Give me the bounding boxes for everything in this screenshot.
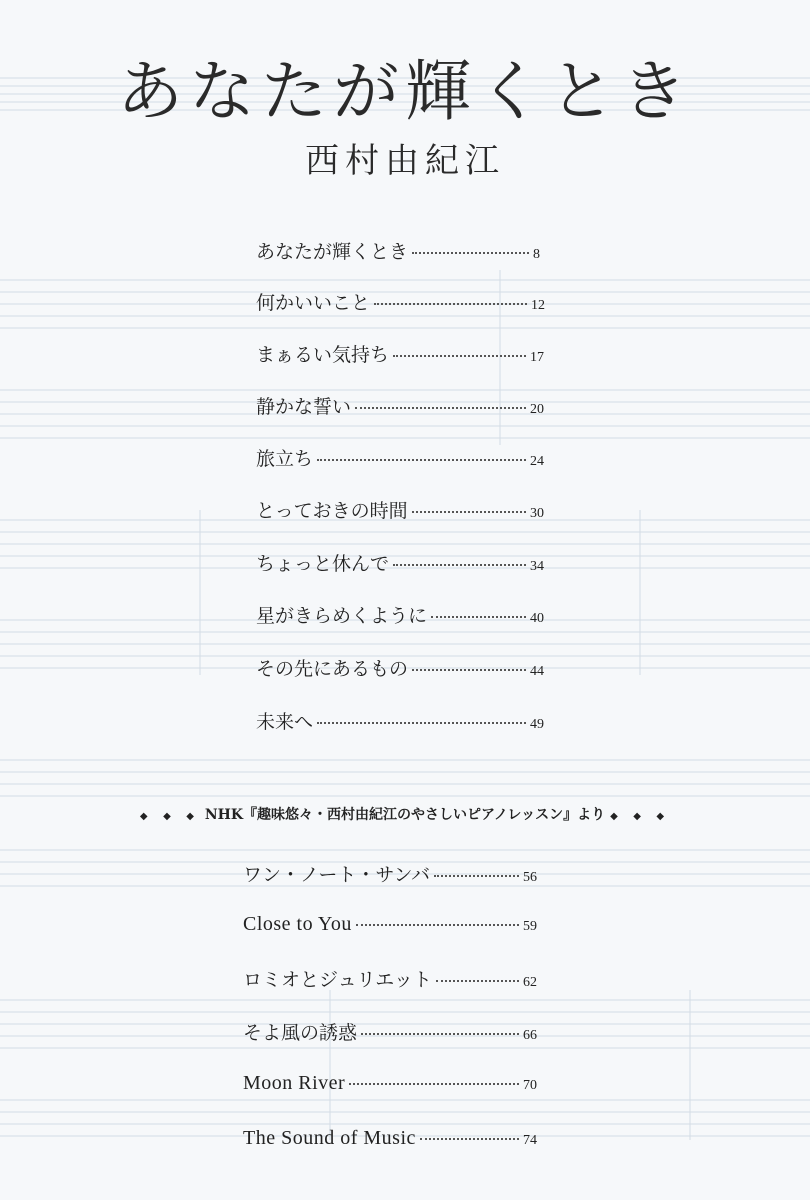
dot-leader [434, 875, 519, 877]
toc-entry-title: とっておきの時間 [256, 500, 408, 522]
dot-leader [431, 616, 526, 618]
toc-entry-title: そよ風の誘惑 [243, 1022, 358, 1044]
toc-entry [256, 392, 544, 422]
toc-entry-title: 未来へ [256, 711, 314, 733]
toc-entry [256, 340, 544, 370]
diamond-ornament-left: ◆ ◆ ◆ [139, 811, 200, 822]
toc-entry-page: 24 [530, 454, 544, 469]
toc-entry [243, 860, 537, 890]
toc-entry [243, 913, 537, 943]
section-heading-text: NHK『趣味悠々・西村由紀江のやさしいピアノレッスン』より [204, 807, 606, 823]
toc-entry-page: 56 [523, 870, 537, 885]
toc-entry-page: 30 [530, 506, 544, 521]
dot-leader [374, 303, 527, 305]
toc-entry-page: 34 [530, 559, 544, 574]
toc-entry-page: 70 [523, 1078, 537, 1093]
toc-entry-title: その先にあるもの [256, 658, 409, 680]
toc-entry-title: まぁるい気持ち [256, 344, 390, 366]
dot-leader [420, 1138, 519, 1140]
toc-entry [256, 654, 544, 684]
dot-leader [356, 924, 519, 926]
dot-leader [317, 459, 526, 461]
toc-entry-page: 62 [523, 975, 537, 990]
toc-entry-page: 20 [530, 402, 544, 417]
dot-leader [412, 252, 529, 254]
toc-entry-page: 74 [523, 1133, 537, 1148]
dot-leader [436, 980, 519, 982]
toc-entry [243, 965, 537, 995]
toc-entry [243, 1018, 537, 1048]
toc-entry-page: 59 [523, 919, 537, 934]
toc-entry-title: 星がきらめくように [256, 605, 428, 627]
dot-leader [393, 564, 526, 566]
dot-leader [355, 407, 526, 409]
toc-entry [256, 496, 544, 526]
toc-entry-title: ちょっと休んで [256, 553, 390, 575]
toc-entry-title: The Sound of Music [243, 1127, 416, 1149]
toc-entry [256, 707, 544, 737]
toc-entry [256, 237, 540, 267]
toc-entry-page: 66 [523, 1028, 537, 1043]
dot-leader [317, 722, 526, 724]
toc-entry-title: 静かな誓い [256, 396, 352, 418]
toc-entry-page: 49 [530, 717, 544, 732]
toc-entry-title: ワン・ノート・サンバ [243, 864, 431, 886]
toc-entry [243, 1127, 537, 1157]
toc-entry [243, 1072, 537, 1102]
toc-entry-page: 44 [530, 664, 544, 679]
dot-leader [349, 1083, 519, 1085]
toc-entry-title: 旅立ち [256, 448, 314, 470]
dot-leader [412, 511, 526, 513]
diamond-ornament-right: ◆ ◆ ◆ [610, 811, 671, 822]
dot-leader [412, 669, 526, 671]
toc-entry-title: Moon River [243, 1072, 346, 1094]
toc-entry-page: 12 [531, 298, 545, 313]
toc-entry-title: Close to You [243, 913, 352, 935]
section-heading [100, 804, 710, 824]
toc-entry [256, 288, 545, 318]
dot-leader [361, 1033, 519, 1035]
toc-entry-page: 17 [530, 350, 544, 365]
dot-leader [393, 355, 526, 357]
toc-entry-page: 40 [530, 611, 544, 626]
toc-entry [256, 601, 544, 631]
toc-entry-page: 8 [533, 247, 540, 262]
book-title: あなたが輝くとき [117, 53, 693, 130]
toc-entry-title: 何かいいこと [256, 292, 371, 314]
toc-entry-title: ロミオとジュリエット [243, 969, 432, 991]
author-name: 西村由紀江 [305, 141, 505, 181]
toc-entry-title: あなたが輝くとき [256, 241, 409, 263]
toc-entry [256, 444, 544, 474]
toc-entry [256, 549, 544, 579]
